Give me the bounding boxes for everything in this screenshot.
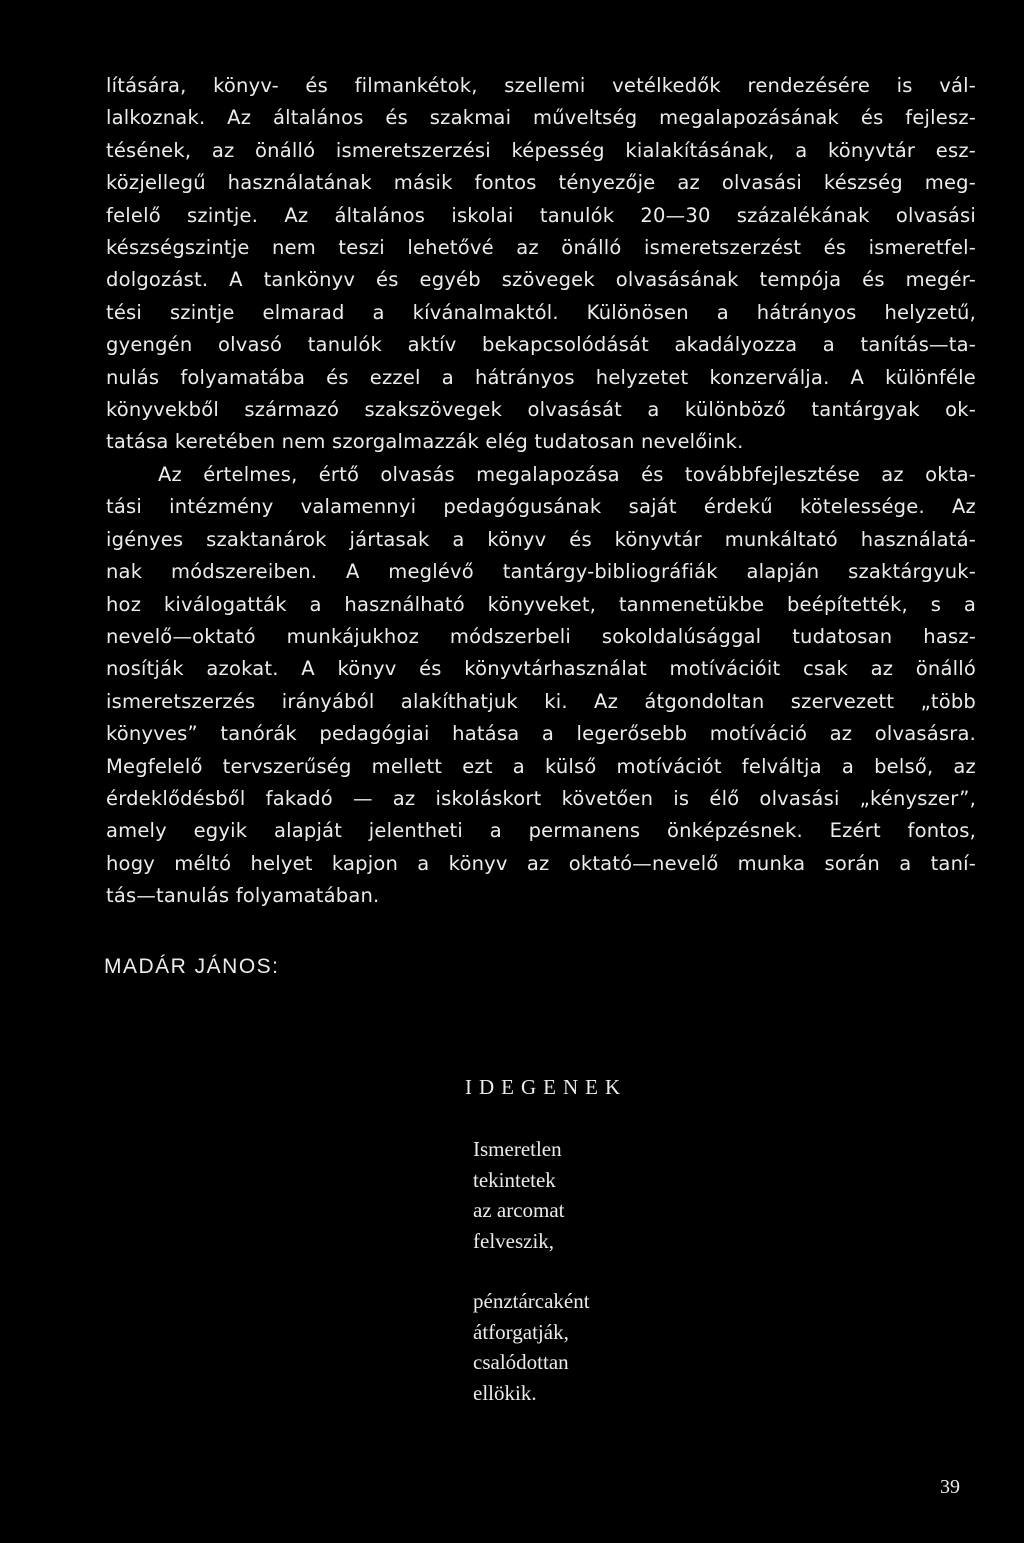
text-line: dolgozást. A tankönyv és egyéb szövegek olvasásának tempója és megér-: [106, 268, 976, 292]
text-line: könyvekből származó szakszövegek olvasását a különböző tantárgyak ok-: [106, 398, 976, 422]
text-line: lalkoznak. Az általános és szakmai műveltség megalapozásának és fejlesz-: [106, 106, 976, 130]
text-line: gyengén olvasó tanulók aktív bekapcsolódását akadályozza a tanítás—ta-: [106, 333, 976, 357]
text-line: lítására, könyv- és filmankétok, szellemi vetélkedők rendezésére is vál-: [106, 74, 976, 97]
poem-stanza: [473, 1134, 590, 1256]
text-line: ismeretszerzés irányából alakíthatjuk ki. Az átgondoltan szervezett „több: [106, 689, 976, 713]
essay-text: [106, 70, 976, 913]
poem-verse: az arcomat: [473, 1198, 565, 1222]
poem-verse: átforgatják,: [473, 1319, 569, 1344]
text-line: tésének, az önálló ismeretszerzési képesség kialakításának, a könyvtár esz-: [106, 138, 976, 162]
poem-author: MADÁR JÁNOS:: [104, 955, 280, 978]
page-number: 39: [940, 1476, 960, 1498]
text-line: hoz kiválogatták a használható könyveket, tanmenetükbe beépítették, s a: [106, 592, 976, 616]
poem-body: [473, 1134, 590, 1408]
text-line: nevelő—oktató munkájukhoz módszerbeli sokoldalúsággal tudatosan hasz-: [106, 624, 976, 648]
text-line: felelő szintje. Az általános iskolai tanulók 20—30 százalékának olvasási: [106, 203, 976, 227]
text-line: nosítják azokat. A könyv és könyvtárhasználat motívációit csak az önálló: [106, 657, 976, 681]
text-line: hogy méltó helyet kapjon a könyv az oktató—nevelő munka során a taní-: [106, 851, 976, 875]
poem-title: IDEGENEK: [465, 1075, 628, 1099]
text-line: tési szintje elmarad a kívánalmaktól. Különösen a hátrányos helyzetű,: [106, 300, 976, 324]
text-line: tatása keretében nem szorgalmazzák elég tudatosan nevelőink.: [106, 430, 744, 454]
poem-verse: ellökik.: [473, 1380, 537, 1405]
poem-verse: pénztárcaként: [473, 1289, 590, 1313]
paragraph-first-line: Az értelmes, értő olvasás megalapozása és továbbfejlesztése az okta-: [158, 462, 976, 486]
text-line: érdeklődésből fakadó — az iskoláskort követően is élő olvasási „kényszer”,: [106, 786, 976, 810]
poem-stanza: [473, 1286, 590, 1408]
poem-verse: tekintetek: [473, 1167, 556, 1192]
text-line: könyves” tanórák pedagógiai hatása a legerősebb motíváció az olvasásra.: [106, 722, 976, 746]
text-line: nulás folyamatába és ezzel a hátrányos helyzetet konzerválja. A különféle: [106, 365, 976, 389]
text-line: készségszintje nem teszi lehetővé az önálló ismeretszerzést és ismeretfel-: [106, 236, 976, 260]
text-line: tási intézmény valamennyi pedagógusának saját érdekű kötelessége. Az: [106, 495, 976, 519]
poem-verse: felveszik,: [473, 1228, 555, 1253]
poem-verse: Ismeretlen: [473, 1137, 562, 1161]
text-line: Megfelelő tervszerűség mellett ezt a külső motívációt felváltja a belső, az: [106, 754, 976, 778]
text-line: amely egyik alapját jelentheti a permanens önképzésnek. Ezért fontos,: [106, 819, 976, 843]
text-line: tás—tanulás folyamatában.: [106, 884, 380, 908]
text-line: nak módszereiben. A meglévő tantárgy-bibliográfiák alapján szaktárgyuk-: [106, 560, 976, 584]
text-line: közjellegű használatának másik fontos tényezője az olvasási készség meg-: [106, 171, 976, 195]
text-line: igényes szaktanárok jártasak a könyv és könyvtár munkáltató használatá-: [106, 527, 976, 551]
poem-verse: csalódottan: [473, 1350, 569, 1374]
